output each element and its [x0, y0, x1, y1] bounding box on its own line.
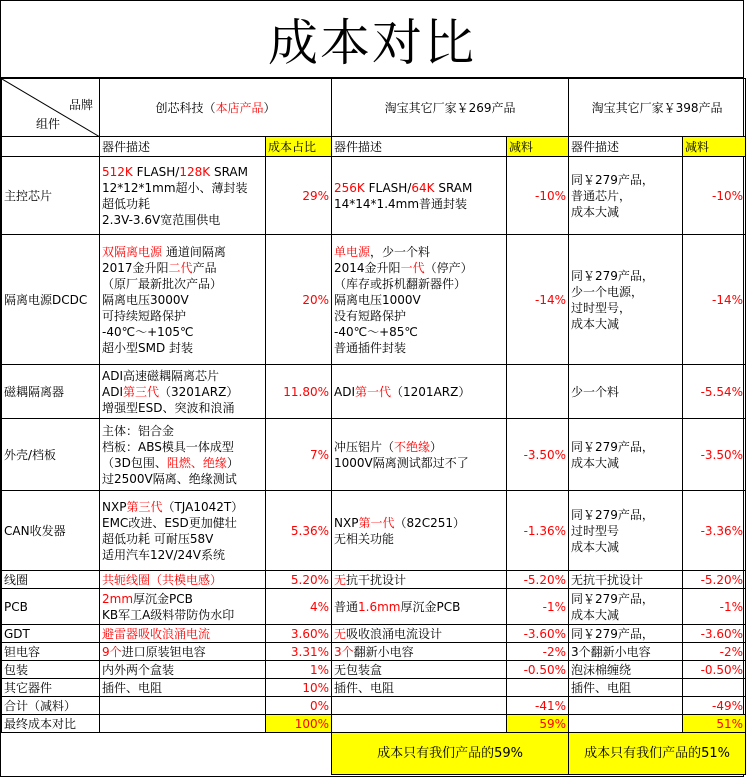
desc-cell-1	[100, 365, 266, 419]
desc-text: 2.3V-3.6V宽范围供电	[102, 212, 221, 227]
brand-label: 品牌	[68, 98, 93, 112]
desc-text: KB军工A级料带防伪水印	[102, 607, 235, 622]
highlight-text: 2mm	[102, 591, 134, 606]
desc-line	[334, 244, 504, 260]
highlight-text: 第三代	[126, 499, 163, 514]
desc-text: 内外两个盒装	[102, 662, 175, 677]
component-row	[2, 419, 746, 491]
desc-text: -40℃～+105℃	[102, 324, 194, 339]
desc-cell-2	[332, 235, 507, 365]
desc-line	[571, 172, 680, 188]
reduce-value: -5.20%	[683, 571, 746, 589]
desc-label-3: 器件描述	[569, 137, 683, 157]
desc-line	[571, 572, 680, 588]
desc-line	[334, 260, 504, 276]
component-row	[2, 235, 746, 365]
highlight-text: 单电源	[334, 244, 371, 259]
desc-text: （原厂最新批次产品）	[102, 276, 223, 291]
totals-name: 合计（减料）	[2, 697, 100, 715]
desc-cell-3	[569, 679, 683, 697]
desc-text: 进口原装钽电容	[121, 644, 206, 659]
reduce-value: -3.36%	[683, 491, 746, 571]
desc-line	[102, 244, 263, 260]
desc-line	[571, 439, 680, 455]
reduce-label-2: 减料	[507, 137, 569, 157]
desc-line	[102, 680, 263, 696]
desc-text: ADI高速磁耦隔离芯片	[102, 368, 219, 383]
desc-cell-2	[332, 157, 507, 235]
final-value-3: 51%	[683, 715, 746, 733]
desc-text: 14*14*1.4mm普通封装	[334, 196, 468, 211]
desc-line	[571, 680, 680, 696]
reduce-value: -5.54%	[683, 365, 746, 419]
reduce-value: -10%	[683, 157, 746, 235]
desc-line	[571, 591, 680, 607]
totals-row	[2, 697, 746, 715]
highlight-text: 无	[334, 572, 347, 587]
reduce-value: -3.60%	[507, 625, 569, 643]
component-row	[2, 625, 746, 643]
desc-text: 过时型号，	[571, 300, 632, 315]
totals-value-3: -49%	[683, 697, 746, 715]
desc-cell-1	[100, 661, 266, 679]
share-value: 3.60%	[266, 625, 332, 643]
desc-cell-2	[332, 571, 507, 589]
desc-text: 成本大减	[571, 607, 620, 622]
desc-line	[102, 196, 263, 212]
desc-line	[334, 180, 504, 196]
desc-cell-2	[332, 661, 507, 679]
desc-line	[334, 599, 504, 615]
reduce-value: -3.50%	[683, 419, 746, 491]
share-value: 29%	[266, 157, 332, 235]
desc-text: -40℃～+85℃	[334, 324, 418, 339]
desc-line	[334, 439, 504, 455]
desc-text: 通道间隔离	[162, 244, 226, 259]
desc-line	[334, 572, 504, 588]
reduce-value	[507, 679, 569, 697]
desc-text: 同￥279产品，	[571, 172, 654, 187]
desc-text: 过2500V隔离、绝缘测试	[102, 471, 237, 486]
highlight-text: 3个	[334, 644, 354, 659]
desc-text: 厚沉金PCB	[133, 591, 193, 606]
desc-line	[334, 680, 504, 696]
highlight-text: 128K	[179, 164, 211, 179]
final-row	[2, 715, 746, 733]
share-value: 5.20%	[266, 571, 332, 589]
desc-line	[571, 316, 680, 332]
component-row	[2, 679, 746, 697]
component-name: 包装	[2, 661, 100, 679]
desc-line	[334, 515, 504, 531]
highlight-text: 256K	[334, 180, 365, 195]
desc-line	[102, 531, 263, 547]
desc-text: ，少一个料	[370, 244, 431, 259]
reduce-value: -2%	[683, 643, 746, 661]
reduce-value: -0.50%	[683, 661, 746, 679]
totals-blank-1	[100, 697, 266, 715]
desc-text: SRAM	[210, 164, 248, 179]
desc-line	[571, 204, 680, 220]
desc-line	[334, 455, 504, 471]
final-blank-2	[332, 715, 507, 733]
totals-blank-3	[569, 697, 683, 715]
desc-text: 超小型SMD 封装	[102, 340, 194, 355]
component-row	[2, 365, 746, 419]
desc-line	[571, 268, 680, 284]
desc-label-2: 器件描述	[332, 137, 507, 157]
desc-cell-2	[332, 419, 507, 491]
desc-cell-2	[332, 679, 507, 697]
component-label: 组件	[36, 117, 61, 131]
component-name: 隔离电源DCDC	[2, 235, 100, 365]
highlight-text: 9个	[102, 644, 122, 659]
component-name: 磁耦隔离器	[2, 365, 100, 419]
desc-line	[571, 384, 680, 400]
component-row	[2, 661, 746, 679]
desc-text: 吸收浪涌电流设计	[346, 626, 443, 641]
footer-row	[2, 733, 746, 775]
reduce-label-3: 减料	[683, 137, 746, 157]
desc-cell-3	[569, 571, 683, 589]
reduce-value: -1.36%	[507, 491, 569, 571]
desc-line	[102, 308, 263, 324]
desc-line	[334, 276, 504, 292]
desc-line	[102, 164, 263, 180]
share-value: 3.31%	[266, 643, 332, 661]
desc-cell-3	[569, 419, 683, 491]
desc-text: 泡沫棉缠绕	[571, 662, 632, 677]
desc-text: 超低功耗 可耐压58V	[102, 531, 214, 546]
desc-text: 同￥279产品，	[571, 626, 654, 641]
desc-text: 过时型号	[571, 523, 620, 538]
desc-line	[571, 662, 680, 678]
desc-line	[571, 284, 680, 300]
desc-text: 同￥279产品，	[571, 591, 654, 606]
desc-text: 冲压铝片（	[334, 439, 395, 454]
desc-line	[334, 324, 504, 340]
desc-text: 同￥279产品，	[571, 439, 654, 454]
desc-text: 1000V隔离测试都过不了	[334, 455, 469, 470]
reduce-value	[683, 679, 746, 697]
desc-text: 隔离电压3000V	[102, 292, 189, 307]
desc-line	[102, 368, 263, 384]
footer-note-3: 成本只有我们产品的51%	[569, 733, 746, 775]
desc-line	[102, 644, 263, 660]
desc-text: 同￥279产品，	[571, 507, 654, 522]
desc-text: ADI	[102, 384, 123, 399]
highlight-text: 共轭线圈（共模电感）	[102, 572, 223, 587]
desc-text: 12*12*1mm超小、薄封装	[102, 180, 248, 195]
highlight-text: 第一代	[355, 384, 392, 399]
desc-text: （库存或拆机翻新器件）	[334, 276, 467, 291]
desc-text: ）	[226, 455, 239, 470]
highlight-text: 避雷器吸收浪涌电流	[102, 626, 211, 641]
highlight-text: 无	[334, 626, 347, 641]
reduce-value: -14%	[507, 235, 569, 365]
desc-text: ADI	[334, 384, 356, 399]
share-value: 20%	[266, 235, 332, 365]
component-name: 其它器件	[2, 679, 100, 697]
share-value: 5.36%	[266, 491, 332, 571]
highlight-text: 二代	[168, 260, 193, 275]
desc-line	[334, 531, 504, 547]
comparison-table	[1, 78, 746, 775]
desc-text: FLASH/	[132, 164, 180, 179]
desc-cell-1	[100, 235, 266, 365]
desc-line	[102, 591, 263, 607]
desc-line	[102, 515, 263, 531]
desc-line	[571, 455, 680, 471]
desc-text: 普通	[334, 599, 359, 614]
highlight-text: 第一代	[358, 515, 395, 530]
desc-cell-3	[569, 625, 683, 643]
desc-text: 无包装盒	[334, 662, 383, 677]
desc-cell-3	[569, 365, 683, 419]
desc-text: 隔离电压1000V	[334, 292, 421, 307]
highlight-text: 64K	[411, 180, 435, 195]
desc-text: （1201ARZ）	[391, 384, 471, 399]
desc-cell-1	[100, 491, 266, 571]
final-value-2: 59%	[507, 715, 569, 733]
desc-line	[102, 276, 263, 292]
desc-text: SRAM	[434, 180, 473, 195]
final-blank-1	[100, 715, 266, 733]
desc-text: ）	[430, 439, 443, 454]
final-blank-3	[569, 715, 683, 733]
desc-text: （3D包围、	[102, 455, 167, 470]
reduce-value: -0.50%	[507, 661, 569, 679]
brand-component-corner	[2, 79, 100, 137]
desc-line	[102, 180, 263, 196]
component-row	[2, 589, 746, 625]
component-name: 主控芯片	[2, 157, 100, 235]
desc-cell-2	[332, 589, 507, 625]
col2-header: 淘宝其它厂家￥269产品	[332, 79, 569, 137]
highlight-text: 第三代	[123, 384, 160, 399]
highlight-text: 1.6mm	[358, 599, 401, 614]
desc-line	[571, 300, 680, 316]
col3-header: 淘宝其它厂家￥398产品	[569, 79, 746, 137]
desc-text: 增强型ESD、突波和浪涌	[102, 400, 235, 415]
component-name: 外壳/档板	[2, 419, 100, 491]
component-name: PCB	[2, 589, 100, 625]
desc-text: 成本大减	[571, 539, 620, 554]
desc-line	[102, 423, 263, 439]
desc-text: 无抗干扰设计	[571, 572, 644, 587]
desc-label-1: 器件描述	[100, 137, 266, 157]
desc-cell-3	[569, 643, 683, 661]
desc-text: （停产）	[424, 260, 473, 275]
desc-cell-3	[569, 491, 683, 571]
reduce-value: -1%	[683, 589, 746, 625]
desc-line	[334, 384, 504, 400]
desc-line	[571, 626, 680, 642]
desc-line	[334, 662, 504, 678]
desc-cell-3	[569, 589, 683, 625]
desc-line	[334, 626, 504, 642]
desc-cell-1	[100, 157, 266, 235]
reduce-value: -1%	[507, 589, 569, 625]
desc-text: EMC改进、ESD更加健壮	[102, 515, 237, 530]
desc-text: 成本大减	[571, 204, 620, 219]
share-value: 11.80%	[266, 365, 332, 419]
totals-value-1: 0%	[266, 697, 332, 715]
desc-cell-2	[332, 643, 507, 661]
desc-line	[334, 308, 504, 324]
desc-cell-1	[100, 625, 266, 643]
component-row	[2, 157, 746, 235]
desc-text: 翻新小电容	[353, 644, 414, 659]
desc-line	[102, 547, 263, 563]
desc-text: 普通插件封装	[334, 340, 407, 355]
desc-line	[102, 439, 263, 455]
share-label: 成本占比	[266, 137, 332, 157]
component-name: GDT	[2, 625, 100, 643]
subheader-row	[2, 137, 746, 157]
desc-line	[102, 662, 263, 678]
reduce-value: -2%	[507, 643, 569, 661]
desc-line	[102, 212, 263, 228]
desc-text: 少一个电源，	[571, 284, 644, 299]
component-row	[2, 571, 746, 589]
desc-text: （3201ARZ）	[159, 384, 239, 399]
desc-text: 成本大减	[571, 455, 620, 470]
desc-line	[571, 188, 680, 204]
desc-line	[571, 507, 680, 523]
totals-blank-2	[332, 697, 507, 715]
share-value: 4%	[266, 589, 332, 625]
desc-cell-3	[569, 661, 683, 679]
component-name: 线圈	[2, 571, 100, 589]
reduce-value: -3.60%	[683, 625, 746, 643]
desc-text: 同￥279产品，	[571, 268, 654, 283]
desc-cell-1	[100, 679, 266, 697]
totals-value-2: -41%	[507, 697, 569, 715]
desc-text: 少一个料	[571, 384, 620, 399]
desc-line	[334, 292, 504, 308]
desc-cell-1	[100, 589, 266, 625]
desc-text: 可持续短路保护	[102, 308, 187, 323]
footer-note-2: 成本只有我们产品的59%	[332, 733, 569, 775]
desc-text: 适用汽车12V/24V系统	[102, 547, 226, 562]
desc-text: 2017金升阳	[102, 260, 169, 275]
desc-text: 2014金升阳	[334, 260, 401, 275]
reduce-value	[507, 365, 569, 419]
desc-text: （TJA1042T）	[162, 499, 244, 514]
desc-text: 普通芯片，	[571, 188, 632, 203]
reduce-value: -14%	[683, 235, 746, 365]
header-row	[2, 79, 746, 137]
desc-line	[102, 292, 263, 308]
desc-line	[334, 644, 504, 660]
highlight-text: 双隔离电源	[102, 244, 163, 259]
col1-header: 创芯科技（本店产品）	[100, 79, 332, 137]
desc-text: NXP	[102, 499, 127, 514]
desc-cell-2	[332, 365, 507, 419]
desc-line	[102, 324, 263, 340]
desc-cell-2	[332, 491, 507, 571]
final-name: 最终成本对比	[2, 715, 100, 733]
desc-cell-2	[332, 625, 507, 643]
desc-text: 3个翻新小电容	[571, 644, 651, 659]
desc-line	[571, 607, 680, 623]
desc-line	[334, 196, 504, 212]
desc-line	[571, 644, 680, 660]
desc-line	[571, 539, 680, 555]
share-value: 10%	[266, 679, 332, 697]
desc-cell-1	[100, 419, 266, 491]
desc-cell-1	[100, 643, 266, 661]
desc-text: 插件、电阻	[334, 680, 395, 695]
desc-line	[102, 607, 263, 623]
desc-text: 抗干扰设计	[346, 572, 407, 587]
desc-text: 厚沉金PCB	[400, 599, 461, 614]
reduce-value: -5.20%	[507, 571, 569, 589]
desc-text: FLASH/	[364, 180, 412, 195]
desc-text: 无相关功能	[334, 531, 395, 546]
component-name: CAN收发器	[2, 491, 100, 571]
highlight-text: 阻燃、绝缘	[166, 455, 227, 470]
desc-text: 超低功耗	[102, 196, 151, 211]
highlight-text: 一代	[400, 260, 425, 275]
desc-cell-3	[569, 235, 683, 365]
desc-text: （82C251）	[394, 515, 466, 530]
reduce-value: -10%	[507, 157, 569, 235]
component-row	[2, 643, 746, 661]
highlight-text: 不绝缘	[394, 439, 431, 454]
desc-text: 插件、电阻	[571, 680, 632, 695]
desc-line	[102, 471, 263, 487]
desc-line	[102, 572, 263, 588]
desc-cell-1	[100, 571, 266, 589]
subheader-blank	[2, 137, 100, 157]
desc-line	[102, 455, 263, 471]
desc-line	[102, 400, 263, 416]
share-value: 1%	[266, 661, 332, 679]
desc-line	[102, 384, 263, 400]
footer-blank	[2, 733, 332, 775]
component-name: 钽电容	[2, 643, 100, 661]
desc-text: NXP	[334, 515, 359, 530]
desc-text: 成本大减	[571, 316, 620, 331]
reduce-value: -3.50%	[507, 419, 569, 491]
highlight-text: 512K	[102, 164, 133, 179]
desc-line	[571, 523, 680, 539]
desc-line	[102, 260, 263, 276]
desc-line	[102, 499, 263, 515]
desc-text: 产品	[192, 260, 217, 275]
desc-line	[102, 626, 263, 642]
desc-line	[102, 340, 263, 356]
page-title: 成本对比	[1, 1, 743, 78]
component-row	[2, 491, 746, 571]
desc-cell-3	[569, 157, 683, 235]
desc-text: 插件、电阻	[102, 680, 163, 695]
desc-text: 没有短路保护	[334, 308, 407, 323]
final-value-1: 100%	[266, 715, 332, 733]
share-value: 7%	[266, 419, 332, 491]
desc-text: 主体：铝合金	[102, 423, 175, 438]
desc-line	[334, 340, 504, 356]
desc-text: 档板：ABS模具一体成型	[102, 439, 234, 454]
